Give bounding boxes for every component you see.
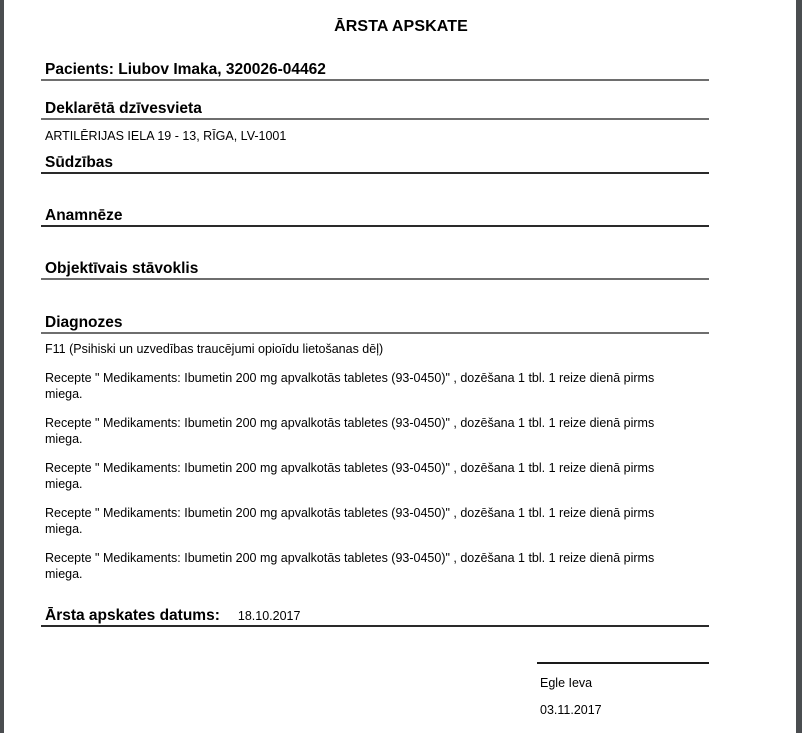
document-title: ĀRSTA APSKATE <box>334 18 468 35</box>
prescription-line: Recepte " Medikaments: Ibumetin 200 mg apvalkotās tabletes (93-0450)" , dozēšana 1 tbl. 1 reize dienā pirms <box>45 551 655 565</box>
prescription-line: Recepte " Medikaments: Ibumetin 200 mg apvalkotās tabletes (93-0450)" , dozēšana 1 tbl. 1 reize dienā pirms <box>45 416 655 430</box>
signature-date: 03.11.2017 <box>540 703 602 717</box>
exam-date-value: 18.10.2017 <box>237 609 301 623</box>
prescription-item <box>45 550 705 582</box>
signature-name: Egle Ieva <box>540 676 593 690</box>
prescription-item <box>45 460 705 492</box>
exam-date-row <box>41 607 709 627</box>
prescription-line: miega. <box>45 387 83 401</box>
prescription-line: Recepte " Medikaments: Ibumetin 200 mg apvalkotās tabletes (93-0450)" , dozēšana 1 tbl. 1 reize dienā pirms <box>45 506 655 520</box>
prescription-item <box>45 415 705 447</box>
patient-header: Pacients: Liubov Imaka, 320026-04462 <box>41 61 709 81</box>
prescription-line: miega. <box>45 567 83 581</box>
signature-line <box>537 662 709 664</box>
anamnesis-header: Anamnēze <box>41 207 709 227</box>
diagnosis-value: F11 (Psihiski un uzvedības traucējumi opioīdu lietošanas dēļ) <box>45 342 384 356</box>
prescription-item <box>45 370 705 402</box>
exam-date-label: Ārsta apskates datums: <box>45 607 220 624</box>
prescription-line: miega. <box>45 522 83 536</box>
prescription-line: miega. <box>45 477 83 491</box>
objective-status-header: Objektīvais stāvoklis <box>41 260 709 280</box>
diagnoses-header: Diagnozes <box>41 314 709 334</box>
prescription-item <box>45 505 705 537</box>
prescription-line: Recepte " Medikaments: Ibumetin 200 mg apvalkotās tabletes (93-0450)" , dozēšana 1 tbl. 1 reize dienā pirms <box>45 461 655 475</box>
prescription-line: Recepte " Medikaments: Ibumetin 200 mg apvalkotās tabletes (93-0450)" , dozēšana 1 tbl. 1 reize dienā pirms <box>45 371 655 385</box>
residence-value: ARTILĒRIJAS IELA 19 - 13, RĪGA, LV-1001 <box>45 129 287 143</box>
prescription-line: miega. <box>45 432 83 446</box>
residence-header: Deklarētā dzīvesvieta <box>41 100 709 120</box>
complaints-header: Sūdzības <box>41 154 709 174</box>
